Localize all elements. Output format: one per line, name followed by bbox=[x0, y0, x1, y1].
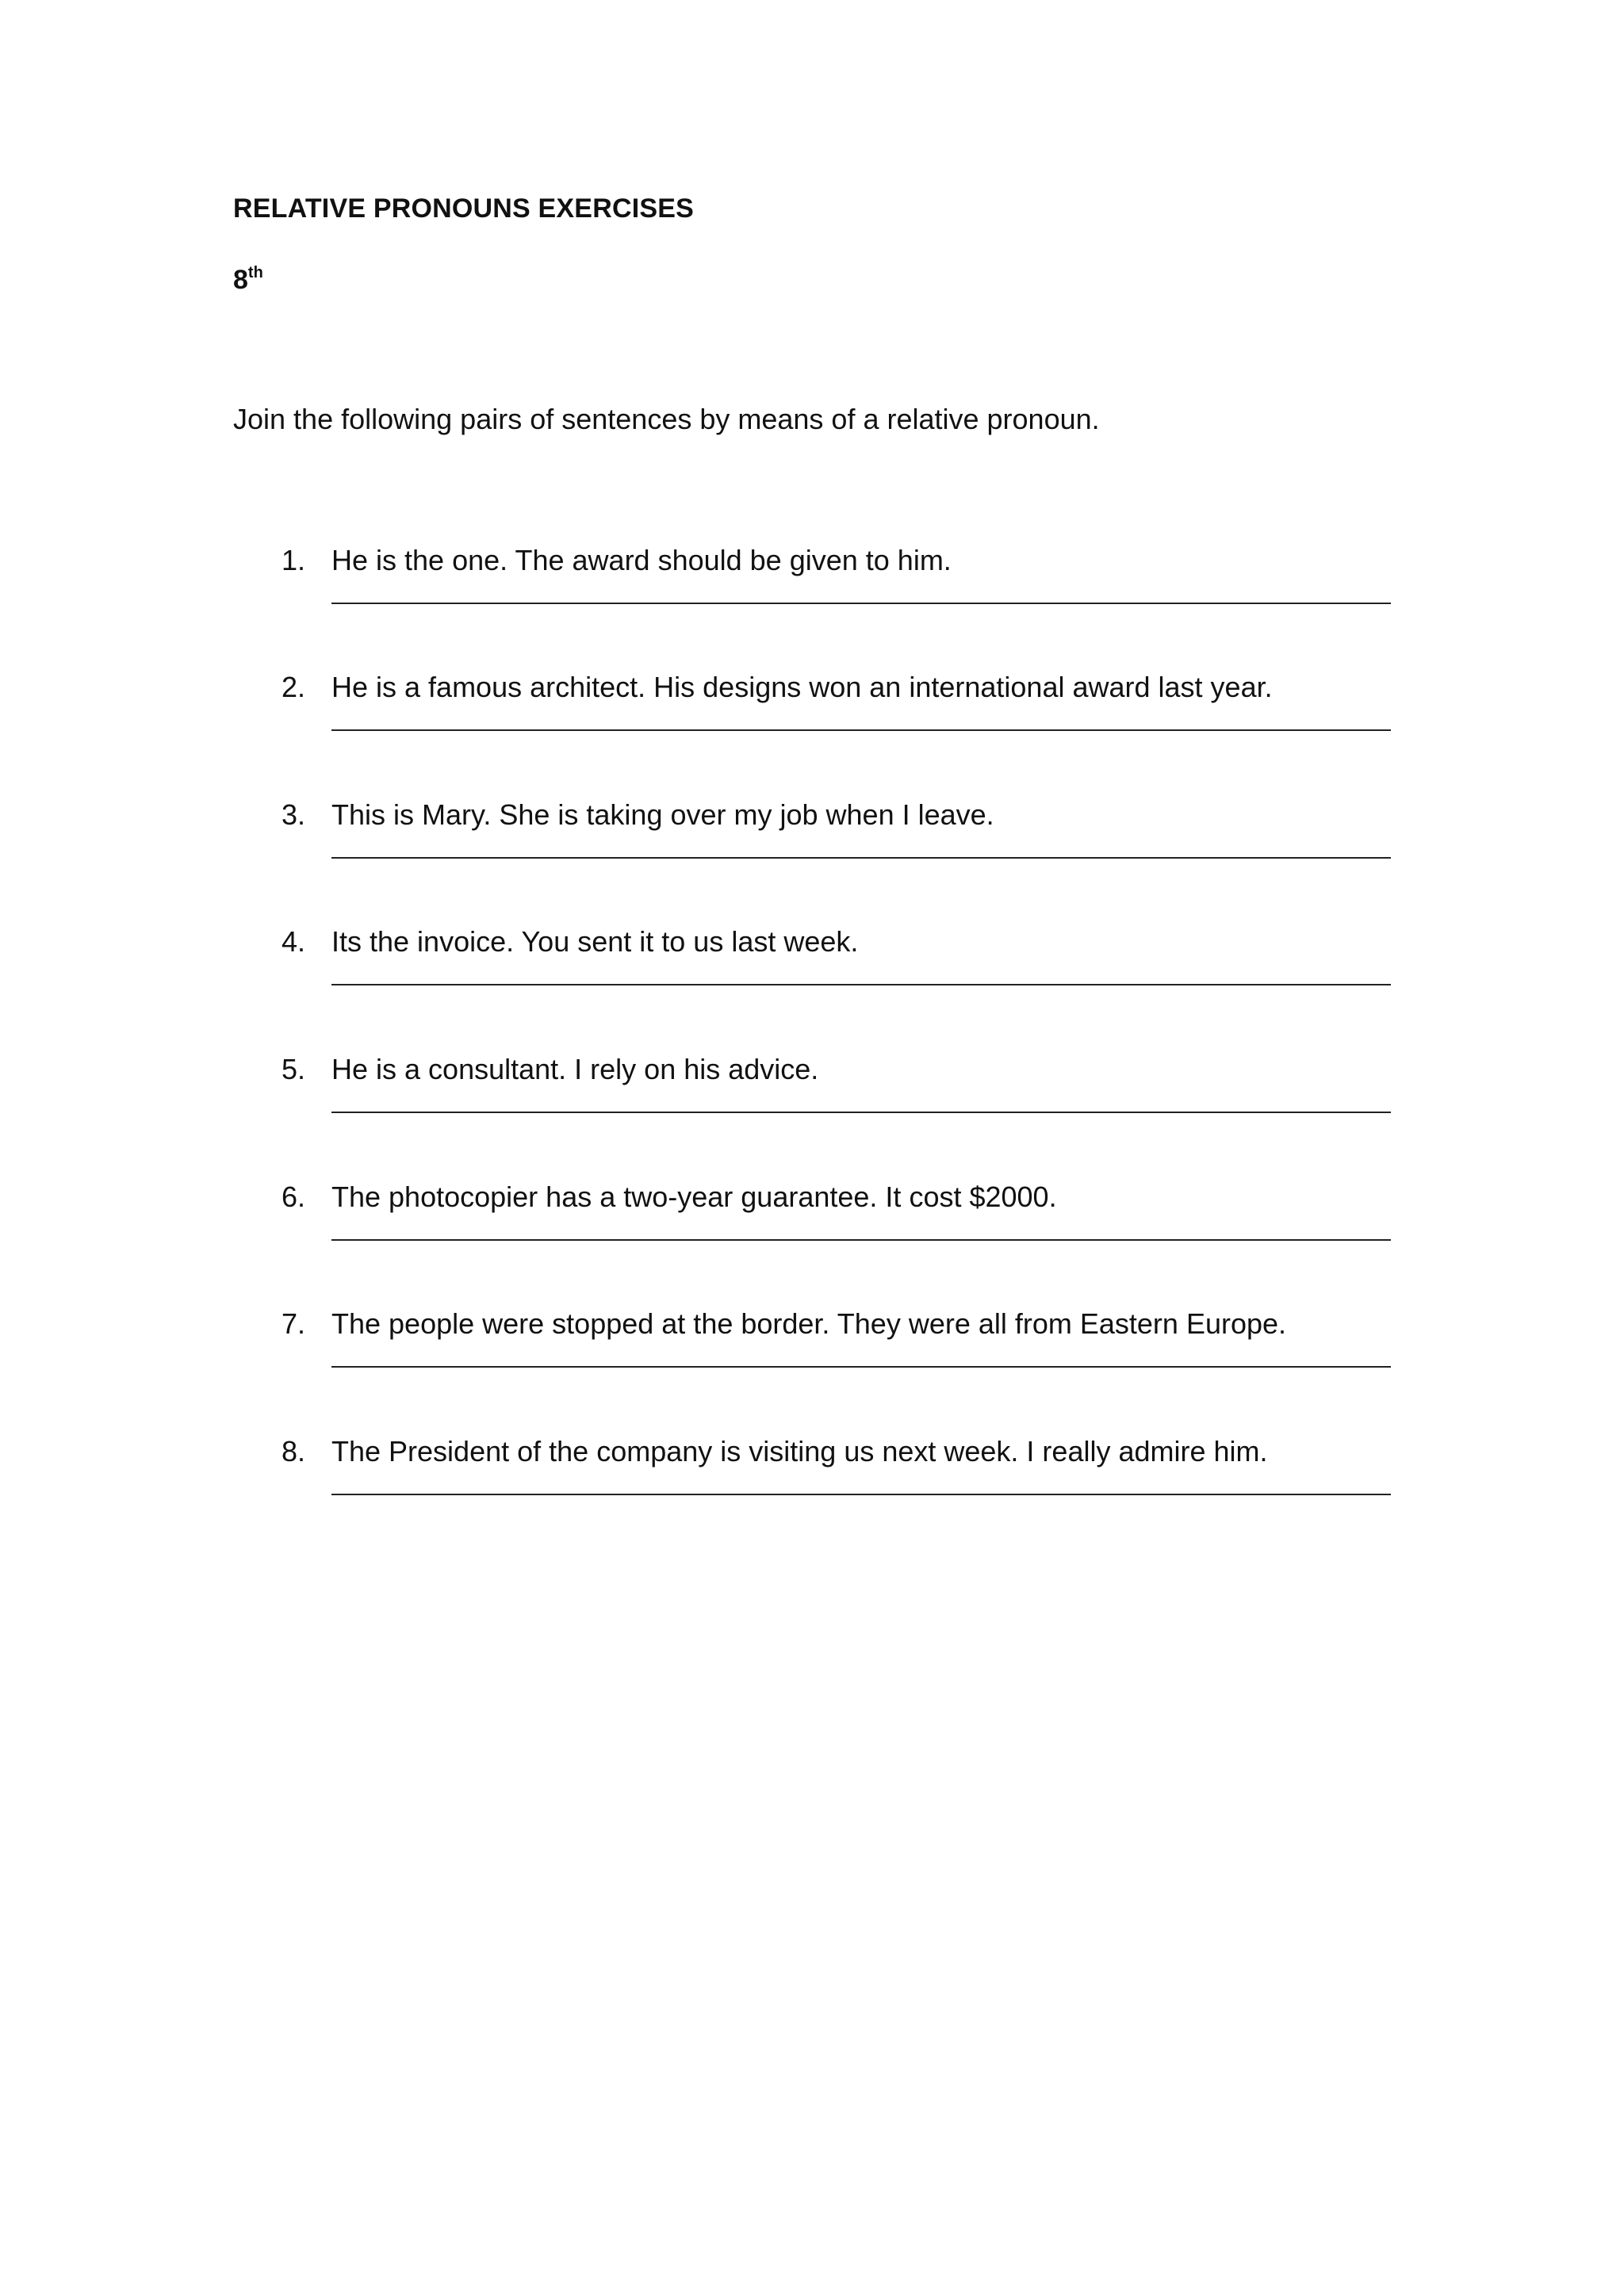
exercise-item bbox=[0, 544, 1624, 639]
answer-line[interactable] bbox=[331, 1494, 1391, 1495]
exercise-sentence: The people were stopped at the border. They were all from Eastern Europe. bbox=[331, 1307, 1287, 1340]
exercise-item bbox=[0, 1053, 1624, 1148]
exercise-sentence: Its the invoice. You sent it to us last week. bbox=[331, 925, 859, 958]
answer-line[interactable] bbox=[331, 984, 1391, 985]
exercise-sentence: He is the one. The award should be given to him. bbox=[331, 544, 952, 576]
answer-line[interactable] bbox=[331, 1366, 1391, 1368]
exercise-sentence: The photocopier has a two-year guarantee. It cost $2000. bbox=[331, 1181, 1057, 1213]
exercise-number: 7. bbox=[282, 1307, 306, 1340]
exercise-item bbox=[0, 925, 1624, 1020]
exercise-number: 3. bbox=[282, 798, 306, 831]
worksheet-title: RELATIVE PRONOUNS EXERCISES bbox=[233, 193, 694, 224]
exercise-sentence: He is a famous architect. His designs won an international award last year. bbox=[331, 671, 1273, 703]
answer-line[interactable] bbox=[331, 1239, 1391, 1241]
grade-suffix: th bbox=[247, 264, 263, 281]
exercise-number: 1. bbox=[282, 544, 306, 576]
answer-line[interactable] bbox=[331, 729, 1391, 731]
exercise-item bbox=[0, 798, 1624, 894]
exercise-item bbox=[0, 1181, 1624, 1276]
exercise-sentence: This is Mary. She is taking over my job when I leave. bbox=[331, 798, 994, 831]
instructions: Join the following pairs of sentences by means of a relative pronoun. bbox=[233, 403, 1100, 435]
exercise-sentence: The President of the company is visiting us next week. I really admire him. bbox=[331, 1435, 1268, 1468]
exercise-number: 4. bbox=[282, 925, 306, 958]
exercise-item bbox=[0, 671, 1624, 766]
exercise-number: 2. bbox=[282, 671, 306, 703]
exercise-item bbox=[0, 1435, 1624, 1530]
answer-line[interactable] bbox=[331, 1112, 1391, 1113]
exercise-sentence: He is a consultant. I rely on his advice. bbox=[331, 1053, 819, 1085]
answer-line[interactable] bbox=[331, 857, 1391, 859]
exercise-number: 5. bbox=[282, 1053, 306, 1085]
grade-number: 8 bbox=[233, 265, 248, 295]
exercise-item bbox=[0, 1307, 1624, 1402]
exercise-number: 6. bbox=[282, 1181, 306, 1213]
exercise-number: 8. bbox=[282, 1435, 306, 1468]
answer-line[interactable] bbox=[331, 603, 1391, 604]
